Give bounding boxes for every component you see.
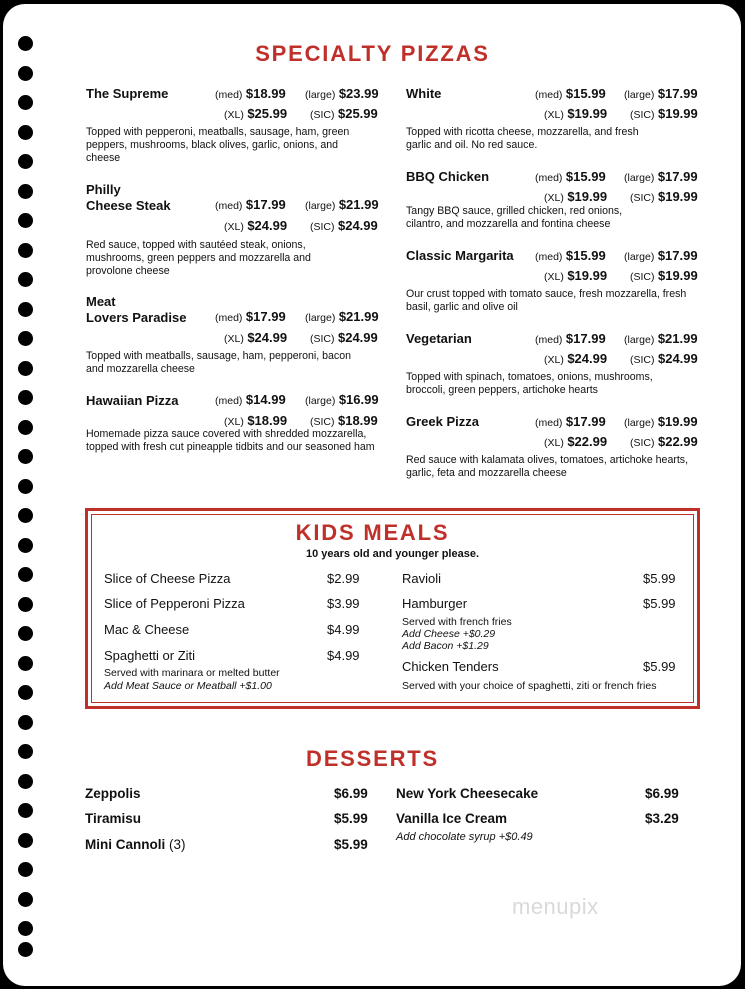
pizza-description: Our crust topped with tomato sauce, fresh mozzarella, fresh basil, garlic and olive oil	[406, 288, 687, 313]
pizza-price-row: (large) $17.99	[624, 86, 698, 101]
pizza-price-row: (XL) $18.99	[224, 413, 288, 428]
kids-item-note: Served with marinara or melted butter	[104, 667, 280, 679]
kids-item-name: Spaghetti or Ziti	[104, 648, 196, 663]
dessert-price: $6.99	[645, 786, 679, 801]
dessert-name: Tiramisu	[85, 811, 142, 826]
pizza-price-row: (med) $17.99	[215, 309, 286, 324]
pizza-price-row: (med) $15.99	[535, 169, 606, 184]
kids-item-price: $5.99	[643, 596, 676, 611]
pizza-price-row: (XL) $24.99	[544, 351, 608, 366]
pizza-description: Tangy BBQ sauce, grilled chicken, red onions, cilantro, and mozzarella and fontina cheese	[406, 205, 623, 230]
pizza-price-row: (large) $21.99	[305, 309, 379, 324]
pizza-name: Cheese Steak	[86, 198, 171, 213]
pizza-price-row: (med) $17.99	[215, 197, 286, 212]
kids-meals-subtitle: 10 years old and younger please.	[305, 548, 479, 560]
kids-item-name: Chicken Tenders	[402, 659, 499, 674]
desserts-title: DESSERTS	[306, 746, 439, 771]
pizza-name: Lovers Paradise	[86, 310, 187, 325]
dessert-name: Zeppolis	[85, 786, 141, 801]
kids-item-addon: Add Meat Sauce or Meatball +$1.00	[104, 680, 272, 692]
pizza-name: Classic Margarita	[406, 248, 514, 263]
pizza-price-row: (med) $18.99	[215, 86, 286, 101]
pizza-price-row: (SIC) $19.99	[630, 106, 698, 121]
kids-item-name: Ravioli	[402, 571, 442, 586]
pizza-price-row: (SIC) $25.99	[310, 106, 378, 121]
pizza-price-row: (large) $17.99	[624, 169, 698, 184]
pizza-description: Topped with pepperoni, meatballs, sausage, ham, green peppers, mushrooms, black olives, garlic, onions, and cheese	[86, 126, 350, 164]
pizza-price-row: (SIC) $18.99	[310, 413, 378, 428]
dessert-name: Mini Cannoli (3)	[85, 837, 186, 852]
pizza-price-row: (med) $17.99	[535, 414, 606, 429]
pizza-price-row: (large) $17.99	[624, 248, 698, 263]
pizza-price-row: (XL) $25.99	[224, 106, 288, 121]
kids-item-note: Served with your choice of spaghetti, ziti or french fries	[402, 680, 657, 692]
pizza-price-row: (med) $15.99	[535, 86, 606, 101]
dessert-price: $5.99	[334, 811, 368, 826]
pizza-description: Homemade pizza sauce covered with shredded mozzarella, topped with fresh cut pineapple tidbits and our seasoned ham	[86, 428, 375, 453]
kids-meals-title: KIDS MEALS	[295, 520, 450, 545]
pizza-price-row: (large) $21.99	[305, 197, 379, 212]
pizza-price-row: (SIC) $24.99	[630, 351, 698, 366]
kids-item-price: $2.99	[327, 571, 360, 586]
pizza-price-row: (SIC) $19.99	[630, 268, 698, 283]
pizza-price-row: (XL) $24.99	[224, 330, 288, 345]
kids-item-note: Served with french fries	[402, 616, 512, 628]
pizza-description: Topped with ricotta cheese, mozzarella, and fresh garlic and oil. No red sauce.	[406, 126, 639, 151]
pizza-name: Philly	[86, 182, 121, 197]
dessert-price: $5.99	[334, 837, 368, 852]
pizza-price-row: (med) $14.99	[215, 392, 286, 407]
pizza-name: Greek Pizza	[406, 414, 479, 429]
kids-item-price: $3.99	[327, 596, 360, 611]
kids-item-price: $4.99	[327, 648, 360, 663]
pizza-description: Topped with meatballs, sausage, ham, pepperoni, bacon and mozzarella cheese	[86, 350, 352, 375]
kids-item-name: Slice of Cheese Pizza	[104, 571, 231, 586]
kids-item-addon: Add Cheese +$0.29	[402, 628, 496, 640]
kids-item-name: Slice of Pepperoni Pizza	[104, 596, 245, 611]
kids-item-price: $5.99	[643, 659, 676, 674]
pizza-price-row: (XL) $24.99	[224, 218, 288, 233]
pizza-price-row: (large) $19.99	[624, 414, 698, 429]
pizza-price-row: (SIC) $24.99	[310, 330, 378, 345]
dessert-name: New York Cheesecake	[396, 786, 539, 801]
pizza-name: White	[406, 86, 442, 101]
pizza-price-row: (XL) $19.99	[544, 106, 608, 121]
pizza-price-row: (large) $21.99	[624, 331, 698, 346]
pizza-price-row: (med) $17.99	[535, 331, 606, 346]
dessert-name: Vanilla Ice Cream	[396, 811, 508, 826]
dessert-addon: Add chocolate syrup +$0.49	[396, 831, 533, 843]
pizza-price-row: (SIC) $24.99	[310, 218, 378, 233]
watermark: menupix	[512, 894, 599, 919]
kids-item-name: Mac & Cheese	[104, 622, 190, 637]
kids-item-price: $4.99	[327, 622, 360, 637]
pizza-name: BBQ Chicken	[406, 169, 490, 184]
pizza-price-row: (large) $23.99	[305, 86, 379, 101]
specialty-pizzas-title: SPECIALTY PIZZAS	[255, 41, 490, 66]
pizza-name: The Supreme	[86, 86, 169, 101]
pizza-price-row: (med) $15.99	[535, 248, 606, 263]
pizza-description: Red sauce, topped with sautéed steak, onions, mushrooms, green peppers and mozzarella and provolone cheese	[86, 239, 311, 277]
kids-item-addon: Add Bacon +$1.29	[402, 640, 489, 652]
pizza-description: Red sauce with kalamata olives, tomatoes, artichoke hearts, garlic, feta and mozzarella cheese	[406, 454, 689, 479]
kids-item-price: $5.99	[643, 571, 676, 586]
dessert-price: $6.99	[334, 786, 368, 801]
pizza-description: Topped with spinach, tomatoes, onions, mushrooms, broccoli, green peppers, artichoke hearts	[406, 371, 653, 396]
pizza-price-row: (large) $16.99	[305, 392, 379, 407]
pizza-name: Meat	[86, 294, 116, 309]
pizza-price-row: (SIC) $19.99	[630, 189, 698, 204]
pizza-price-row: (XL) $19.99	[544, 189, 608, 204]
pizza-name: Vegetarian	[406, 331, 472, 346]
dessert-price: $3.29	[645, 811, 679, 826]
pizza-price-row: (XL) $22.99	[544, 434, 608, 449]
pizza-price-row: (XL) $19.99	[544, 268, 608, 283]
pizza-name: Hawaiian Pizza	[86, 393, 179, 408]
pizza-price-row: (SIC) $22.99	[630, 434, 698, 449]
kids-item-name: Hamburger	[402, 596, 468, 611]
